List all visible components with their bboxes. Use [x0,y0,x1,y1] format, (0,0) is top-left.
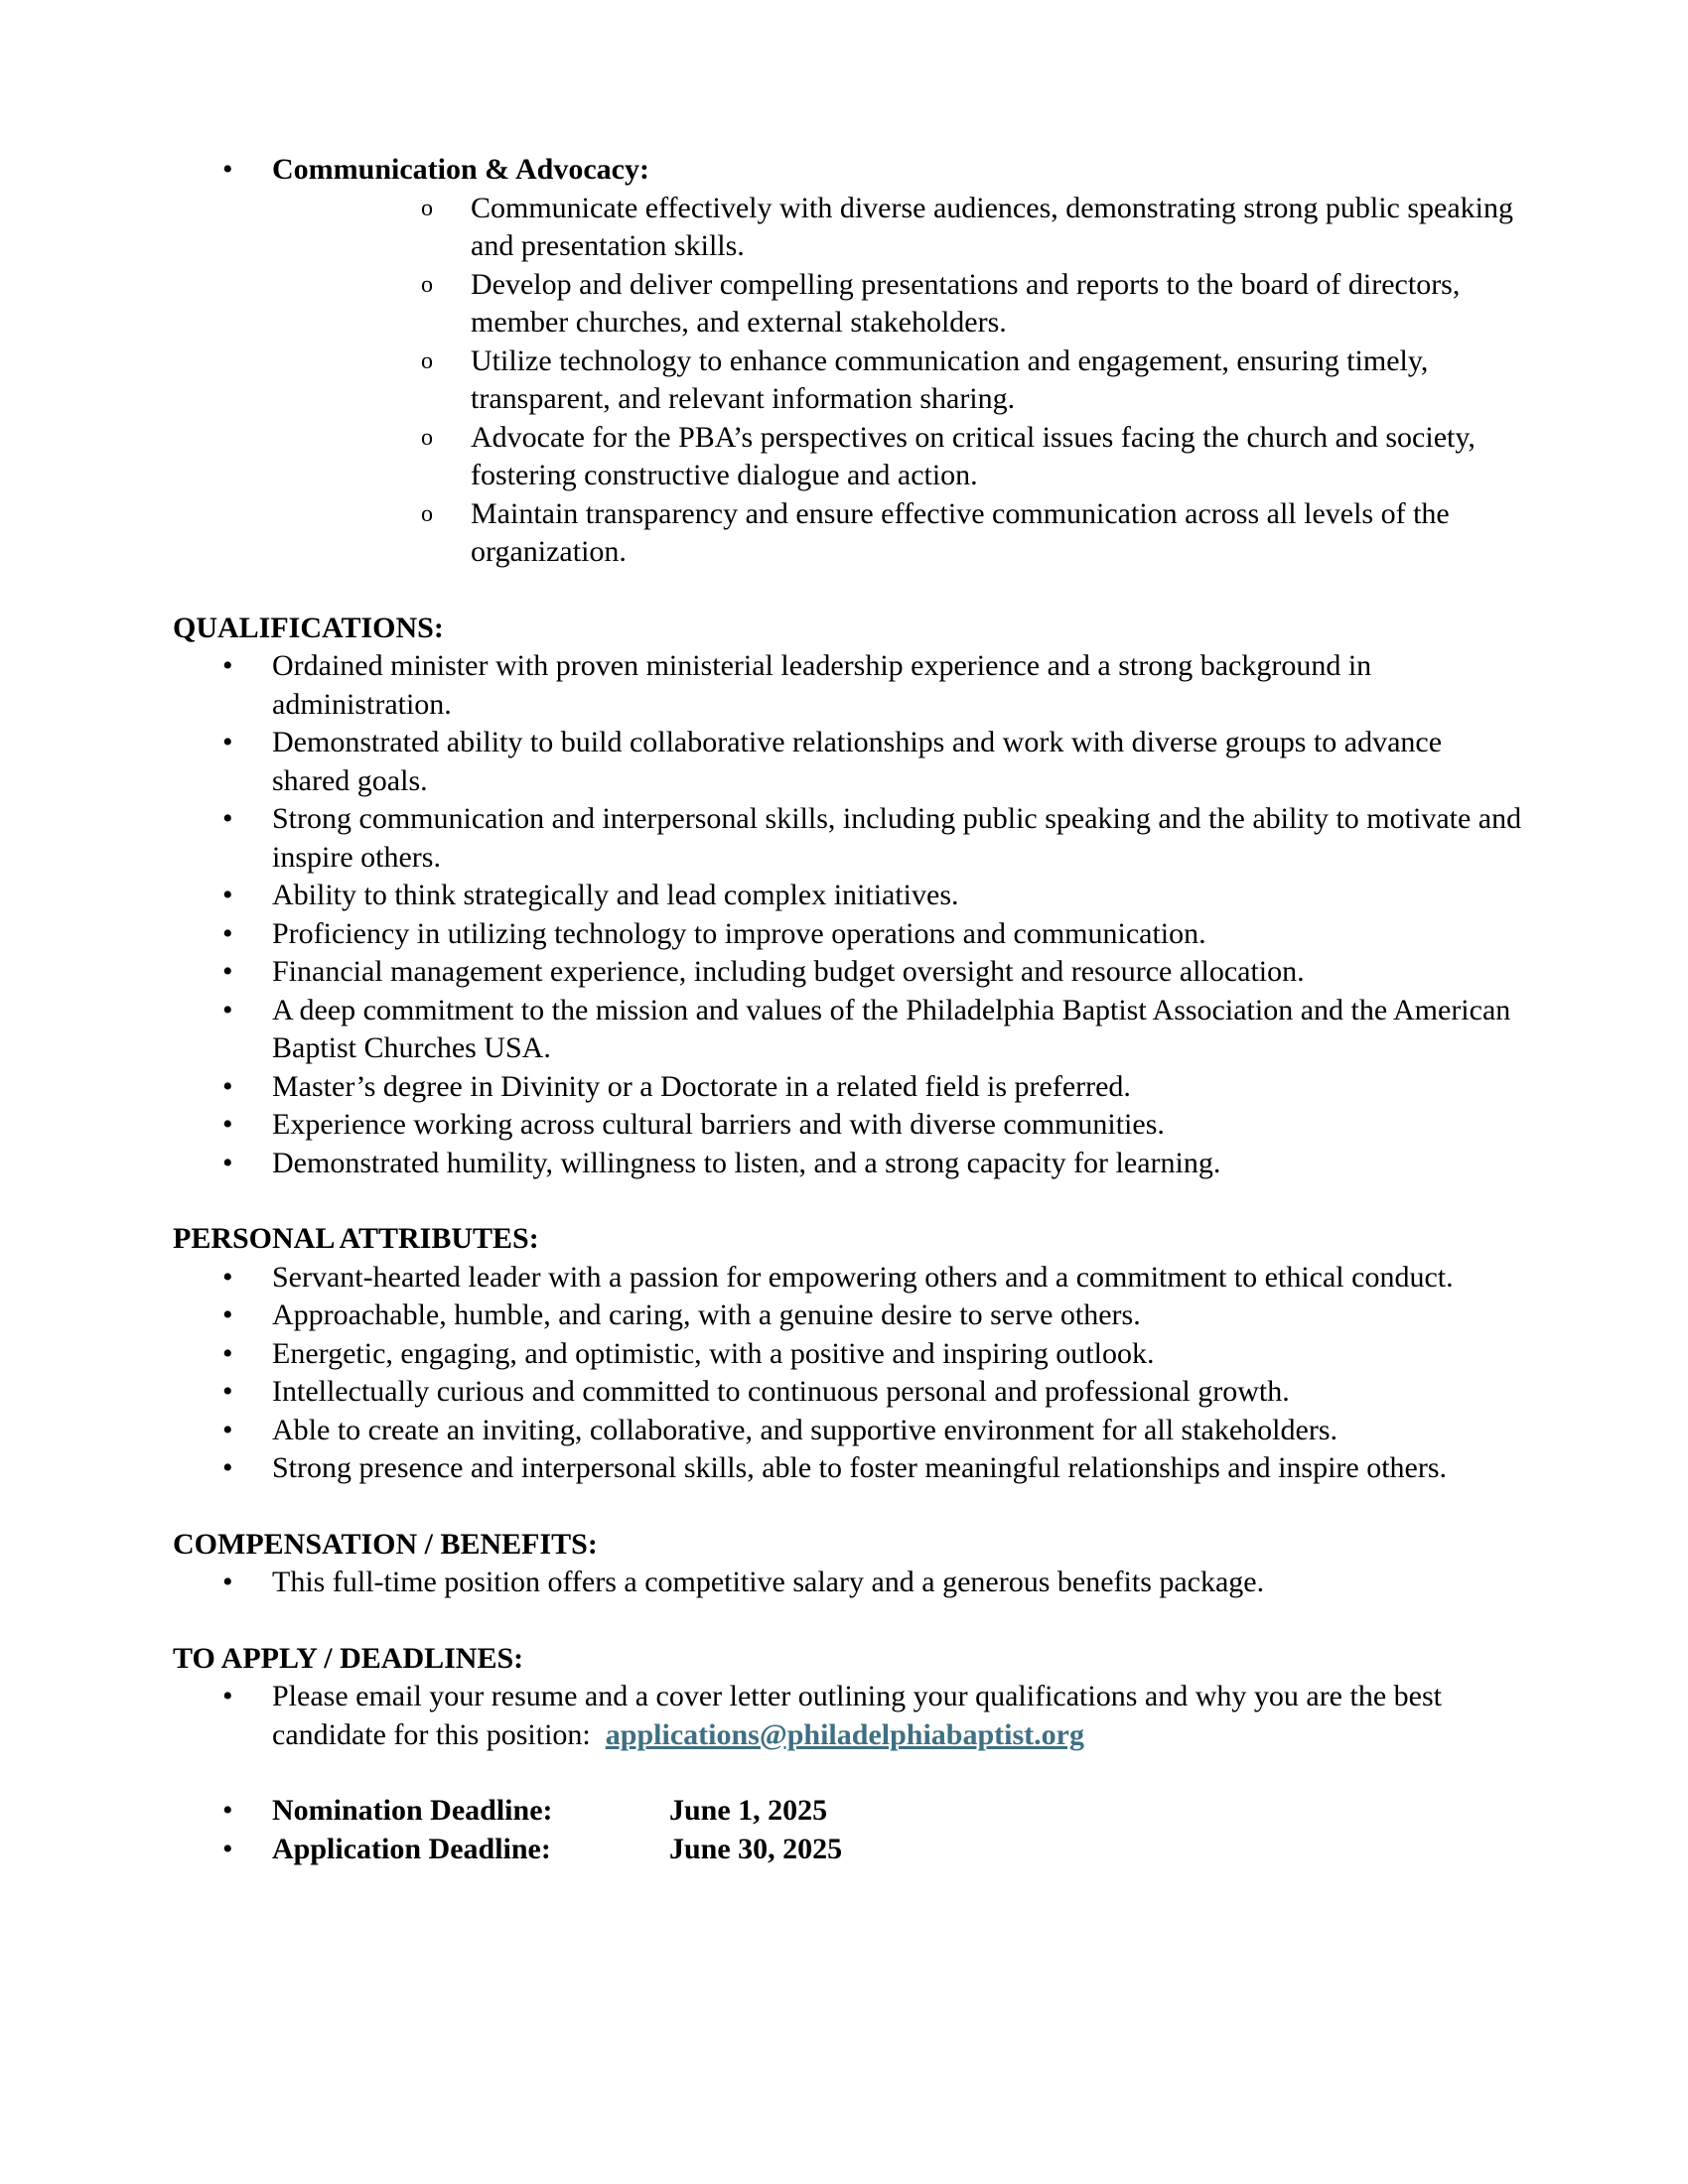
list-item: • Intellectually curious and committed to continuous personal and professional growth. [173,1373,1523,1412]
deadline-date: June 30, 2025 [669,1832,843,1865]
attributes-heading: PERSONAL ATTRIBUTES: [173,1222,539,1255]
deadline-date: June 1, 2025 [669,1794,828,1827]
communication-subitem: o Maintain transparency and ensure effective communication across all levels of the organization. [272,495,1523,572]
communication-subitem: o Utilize technology to enhance communication and engagement, ensuring timely, transparent, and relevant information sharing. [272,342,1523,419]
deadline-label: Nomination Deadline: [272,1794,553,1827]
list-item: • Demonstrated ability to build collaborative relationships and work with diverse groups to advance shared goals. [173,724,1523,800]
list-item: • Financial management experience, including budget oversight and resource allocation. [173,953,1523,992]
list-item: • Strong presence and interpersonal skills, able to foster meaningful relationships and inspire others. [173,1449,1523,1488]
qualifications-heading: QUALIFICATIONS: [173,611,444,644]
list-item: • Approachable, humble, and caring, with a genuine desire to serve others. [173,1297,1523,1335]
communication-sublist [272,190,1523,572]
apply-instructions [173,1678,1523,1754]
deadline-item [173,1792,1523,1831]
list-item: • This full-time position offers a competitive salary and a generous benefits package. [173,1564,1523,1602]
communication-title: Communication & Advocacy: [272,153,649,186]
deadline-label: Application Deadline: [272,1832,551,1865]
apply-heading: TO APPLY / DEADLINES: [173,1641,524,1675]
list-item: • Master’s degree in Divinity or a Doctorate in a related field is preferred. [173,1068,1523,1107]
compensation-list [173,1564,1523,1602]
list-item: • Ability to think strategically and lead complex initiatives. [173,877,1523,915]
list-item: • A deep commitment to the mission and values of the Philadelphia Baptist Association and the American Baptist Churches USA. [173,992,1523,1068]
qualifications-list [173,647,1523,1182]
list-item: • Experience working across cultural barriers and with diverse communities. [173,1106,1523,1145]
list-item: • Proficiency in utilizing technology to improve operations and communication. [173,915,1523,954]
communication-subitem: o Advocate for the PBA’s perspectives on critical issues facing the church and society, fostering constructive dialogue and action. [272,419,1523,495]
communication-subitem: o Communicate effectively with diverse audiences, demonstrating strong public speaking and presentation skills. [272,190,1523,266]
attributes-list [173,1259,1523,1488]
apply-text: Please email your resume and a cover letter outlining your qualifications and why you are the best candidate for this position: [272,1680,1442,1751]
compensation-heading: COMPENSATION / BENEFITS: [173,1527,598,1561]
deadlines-list [173,1792,1523,1868]
communication-subitem: o Develop and deliver compelling presentations and reports to the board of directors, member churches, and external stakeholders. [272,266,1523,342]
email-link[interactable]: applications@philadelphiabaptist.org [605,1717,1084,1751]
list-item: • Servant-hearted leader with a passion for empowering others and a commitment to ethical conduct. [173,1259,1523,1297]
communication-item [173,151,1523,572]
apply-list [173,1678,1523,1754]
list-item: • Energetic, engaging, and optimistic, with a positive and inspiring outlook. [173,1335,1523,1374]
deadline-item [173,1831,1523,1869]
document-body [173,151,1523,1868]
list-item: • Strong communication and interpersonal skills, including public speaking and the ability to motivate and inspire others. [173,800,1523,877]
list-item: • Demonstrated humility, willingness to listen, and a strong capacity for learning. [173,1145,1523,1183]
list-item: • Ordained minister with proven ministerial leadership experience and a strong background in administration. [173,647,1523,724]
communication-section [173,151,1523,572]
list-item: • Able to create an inviting, collaborative, and supportive environment for all stakeholders. [173,1412,1523,1450]
